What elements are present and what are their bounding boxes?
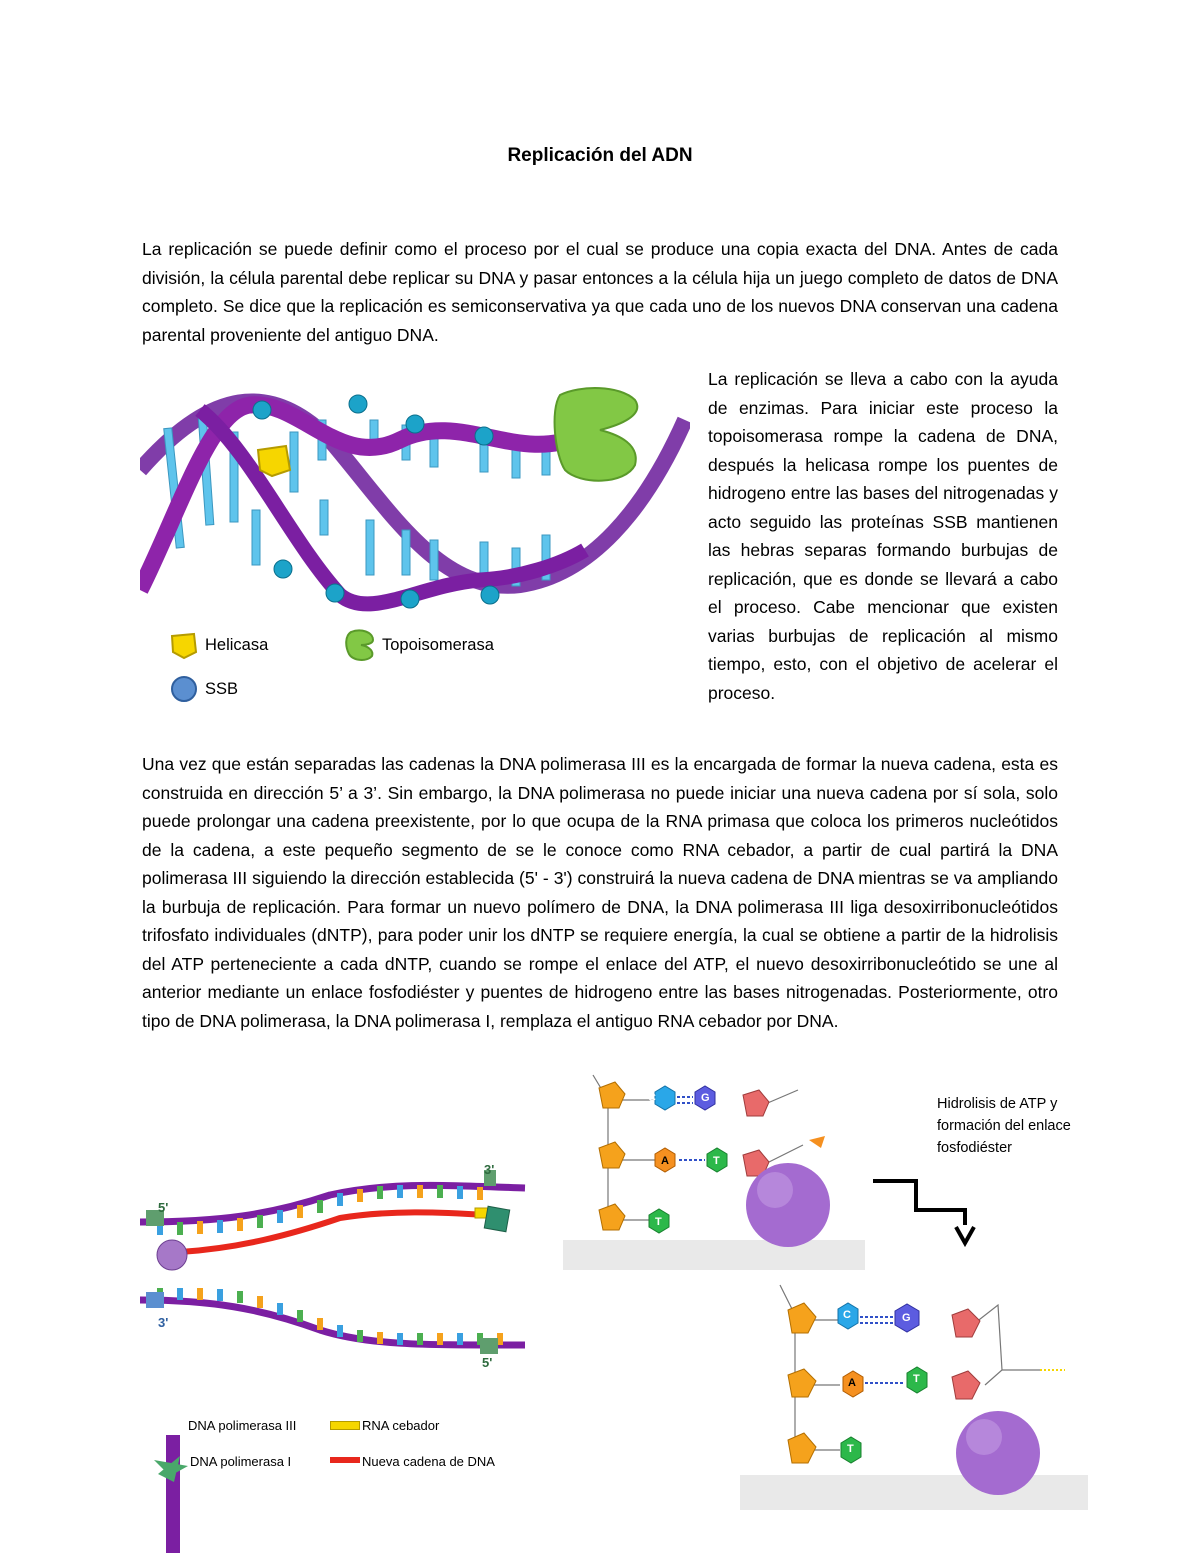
base-t-label-4: T — [847, 1443, 854, 1455]
page-title: Replicación del ADN — [507, 145, 693, 166]
label-3-top: 3' — [484, 1162, 495, 1177]
topoisomerasa-legend-icon — [343, 628, 377, 662]
nueva-cadena-swatch — [330, 1457, 360, 1463]
enzymes-paragraph: La replicación se lleva a cabo con la ayuda de enzimas. Para iniciar este proceso la topoisomerasa rompe la cadena de DNA, después la helicasa rompe los puentes de hidrogeno entre las bases del nitrogenadas y acto seguido las proteínas SSB mantienen las hebras separas formando burbujas de replicación, que es donde se llevará a cabo el proceso. Cabe mencionar que existen varias burbujas de replicación al mismo tiempo, esto, con el objetivo de acelerar el proceso. — [708, 369, 1058, 703]
base-t-label-2: T — [655, 1216, 662, 1228]
base-t-label-3: T — [913, 1373, 920, 1385]
helicasa-legend-label: Helicasa — [205, 636, 269, 654]
nueva-cadena-legend-label: Nueva cadena de DNA — [362, 1454, 495, 1469]
step-arrow-icon — [868, 1175, 983, 1250]
base-c-label-1: C — [648, 1092, 656, 1104]
polymerase-legend-icons — [150, 1430, 192, 1553]
label-5-top: 5' — [158, 1200, 169, 1215]
base-g-label-1: G — [701, 1092, 710, 1104]
base-a-label-2: A — [848, 1377, 856, 1389]
dna-helix-figure — [140, 380, 690, 710]
ssb-legend-label: SSB — [205, 680, 239, 698]
base-g-label-2: G — [902, 1312, 911, 1324]
polymerase-paragraph: Una vez que están separadas las cadenas la DNA polimerasa III es la encargada de formar la nueva cadena, esta es construida en dirección 5’ a 3’. Sin embargo, la DNA polimerasa no puede iniciar una nueva cadena por sí sola, solo puede prolongar una cadena preexistente, por lo que ocupa de la RNA primasa que coloca los primeros nucleótidos de la cadena, a este pequeño segmento de se le conoce como RNA cebador, a partir de cual partirá la DNA polimerasa III siguiendo la dirección establecida (5' - 3') construirá la nueva cadena de DNA mientras se va ampliando la burbuja de replicación. Para formar un nuevo polímero de DNA, la DNA polimerasa III liga desoxirribonucleótidos trifosfato individuales (dNTP), para poder unir los dNTP se requiere energía, la cual se obtiene a partir de la hidrolisis del ATP perteneciente a cada dNTP, cuando se rompe el enlace del ATP, el nuevo desoxirribonucleótido se une al anterior mediante un enlace fosfodiéster y puentes de hidrogeno entre las bases nitrogenadas. Posteriormente, otro tipo de DNA polimerasa, la DNA polimerasa I, remplaza el antiguo RNA cebador por DNA. — [142, 754, 1058, 1031]
hydrolysis-after-figure — [740, 1275, 1088, 1510]
hydrolysis-before-figure — [563, 1070, 865, 1270]
base-t-label-1: T — [713, 1155, 720, 1167]
helicasa-legend-icon — [168, 630, 200, 662]
hydrolysis-caption: Hidrolisis de ATP y formación del enlace fosfodiéster — [937, 1096, 1071, 1156]
base-c-label-2: C — [843, 1309, 851, 1321]
replication-strands-figure — [140, 1160, 530, 1380]
rna-cebador-legend-label: RNA cebador — [362, 1418, 440, 1433]
pol1-legend-label: DNA polimerasa I — [190, 1454, 292, 1469]
topoisomerasa-legend-label: Topoisomerasa — [382, 636, 494, 654]
label-3-bottom: 3' — [158, 1315, 169, 1330]
rna-cebador-swatch — [330, 1421, 360, 1430]
intro-paragraph: La replicación se puede definir como el proceso por el cual se produce una copia exacta del DNA. Antes de cada división, la célula parental debe replicar su DNA y pasar entonces a la célula hija un juego completo de datos de DNA completo. Se dice que la replicación es semiconservativa ya que cada uno de los nuevos DNA conservan una cadena parental proveniente del antiguo DNA. — [142, 239, 1058, 345]
base-a-label-1: A — [661, 1155, 669, 1167]
pol3-legend-label: DNA polimerasa III — [188, 1418, 297, 1433]
ssb-legend-icon — [170, 675, 198, 703]
label-5-bottom: 5' — [482, 1355, 493, 1370]
